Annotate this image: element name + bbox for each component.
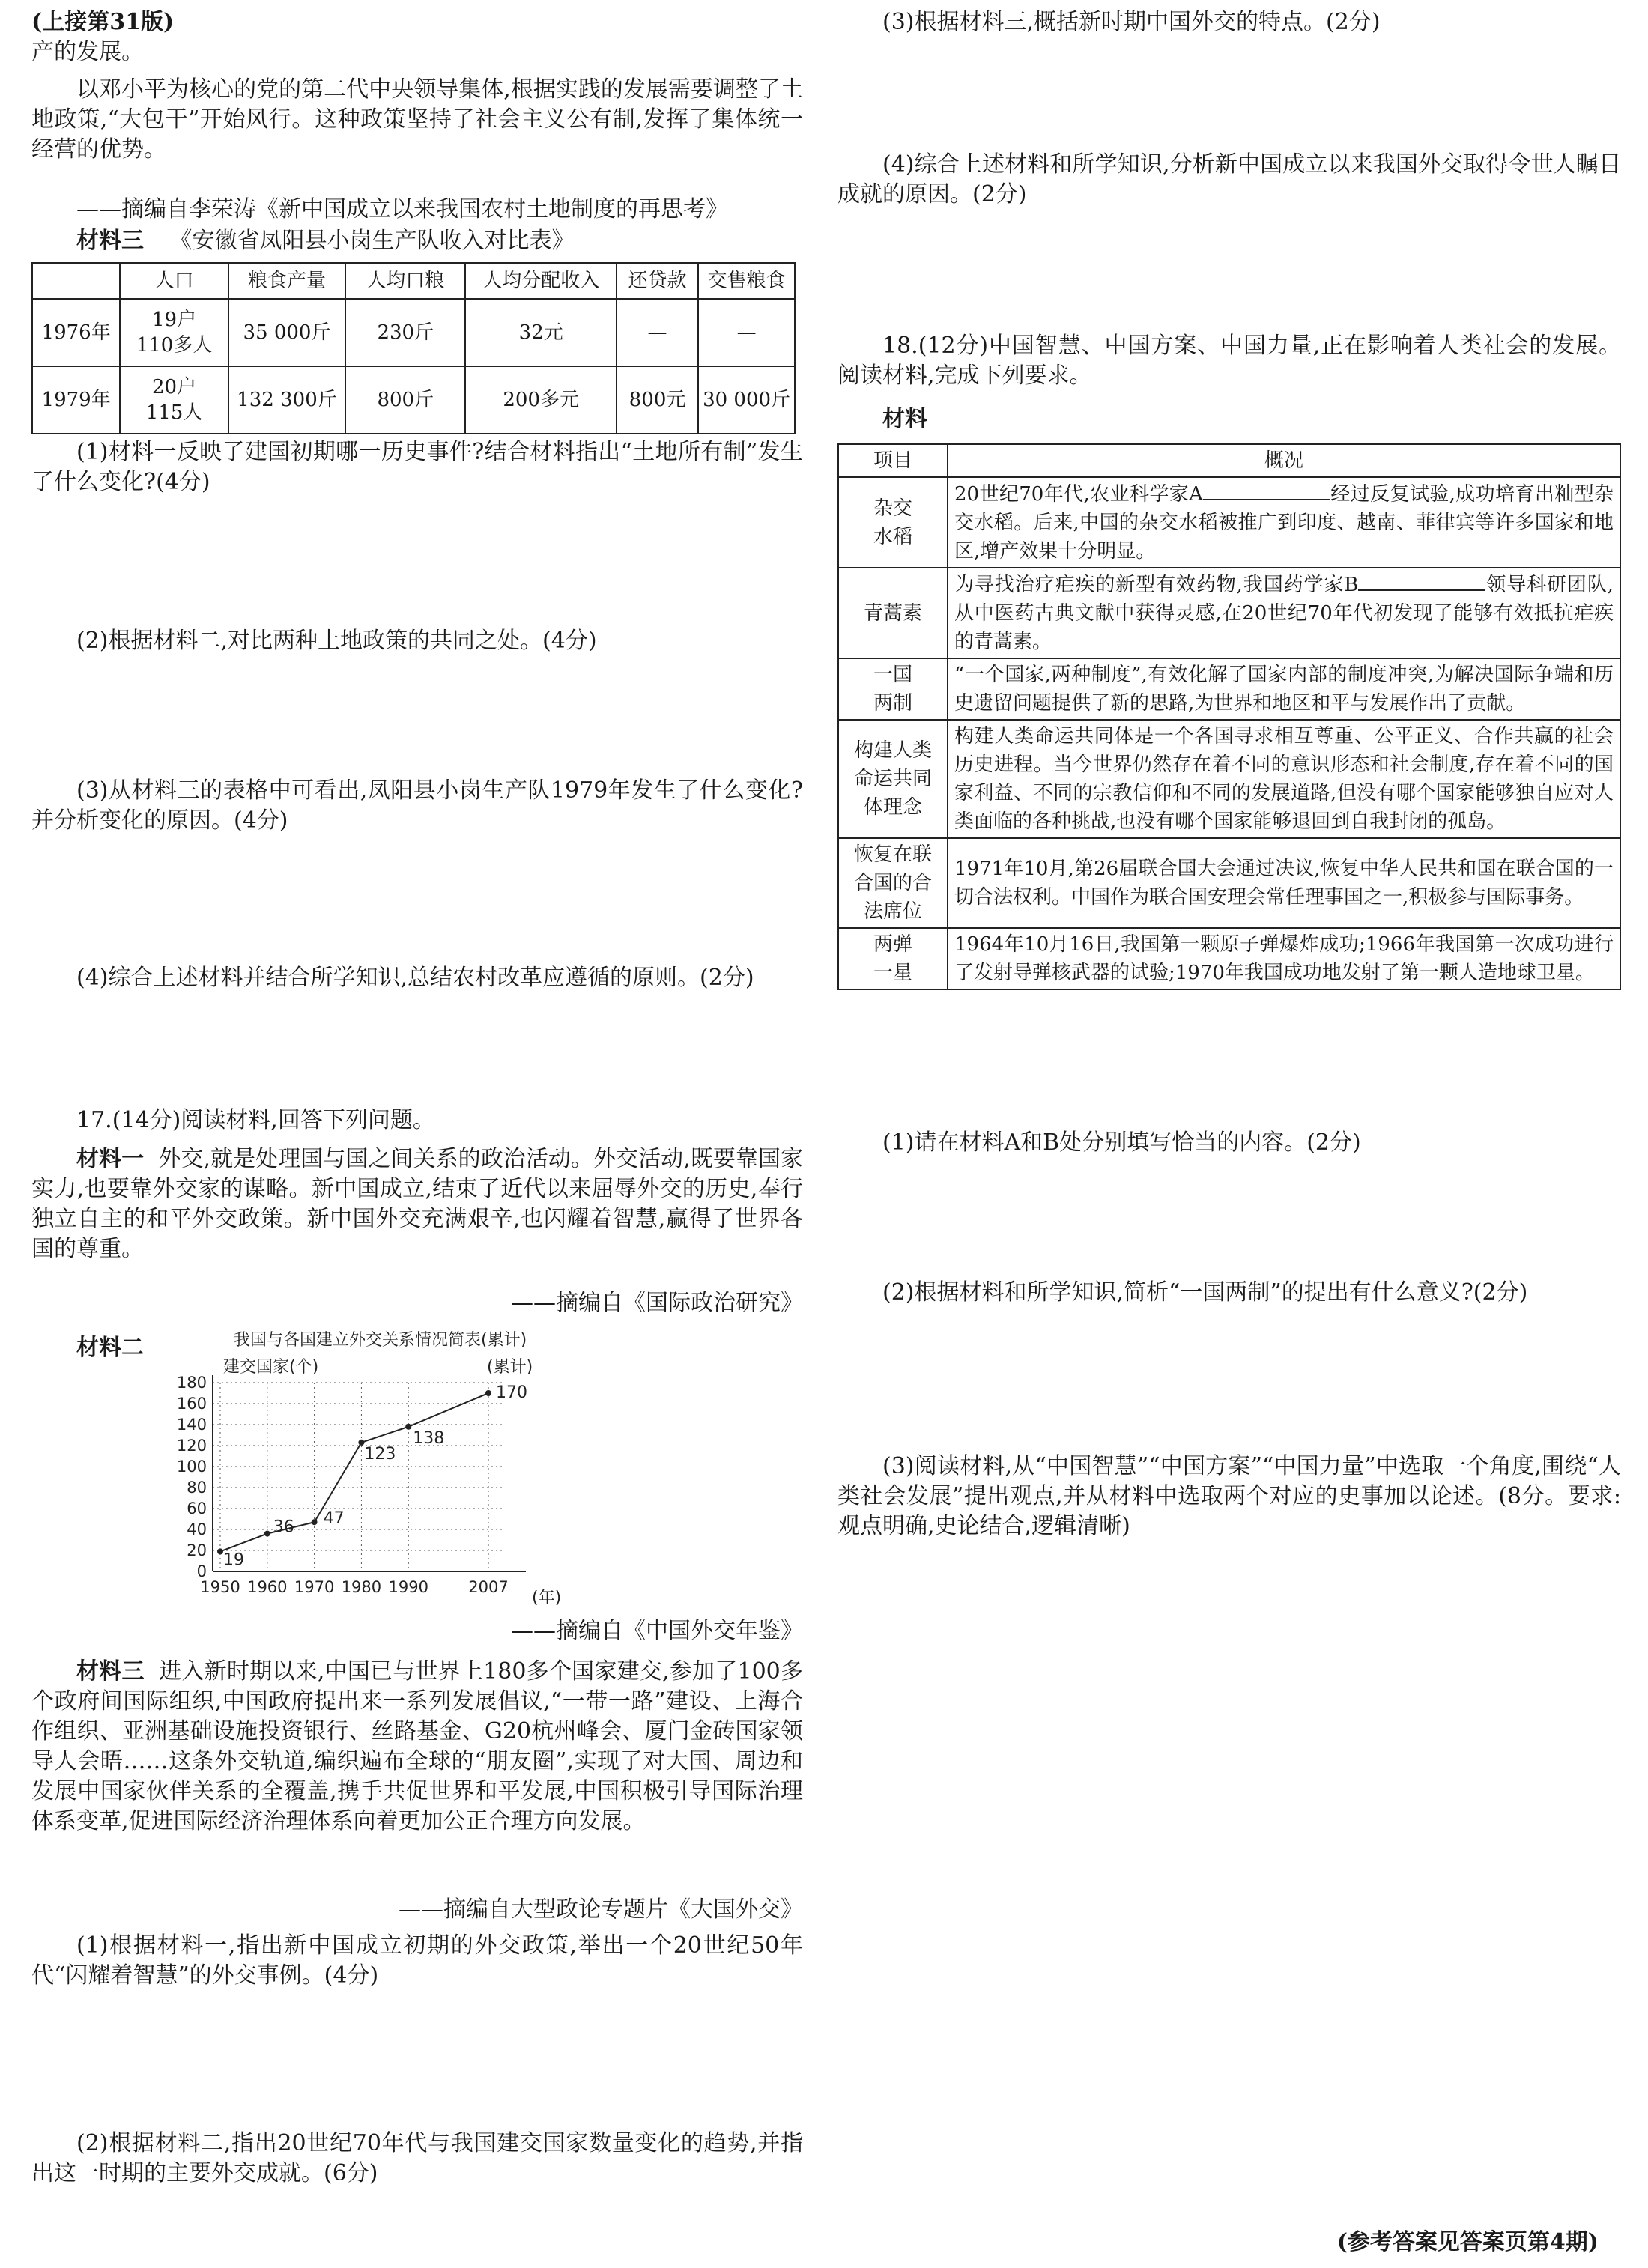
table-cell — [120, 366, 228, 434]
lead-text: 产的发展。 — [31, 39, 144, 65]
chart-axes — [213, 1375, 526, 1571]
question-17-head: 17.(14分)阅读材料,回答下列问题。 — [76, 1107, 435, 1133]
x-tick-label: 1960 — [247, 1578, 288, 1596]
item-line: 杂交 — [873, 497, 912, 520]
item-line: 构建人类 — [853, 739, 932, 762]
table-header-cell: 粮食产量 — [228, 263, 345, 299]
overview-text-a: 为寻找治疗疟疾的新型有效药物,我国药学家B — [954, 574, 1359, 596]
item-line: 一国 — [873, 664, 912, 686]
table-header-cell: 人均分配收入 — [465, 263, 617, 299]
question-18-head: 18.(12分)中国智慧、中国方案、中国力量,正在影响着人类社会的发展。阅读材料,完成下列要求。 — [837, 333, 1621, 389]
table-row — [838, 568, 1620, 658]
table-item-cell — [838, 477, 948, 568]
chart-point — [405, 1424, 411, 1430]
table-cell: — — [617, 299, 698, 366]
table-header-cell — [32, 263, 120, 299]
table-overview-cell: “一个国家,两种制度”,有效化解了国家内部的制度冲突,为解决国际争端和历史遗留问题提供了新的思路,为世界和地区和平与发展作出了贡献。 — [948, 658, 1620, 720]
table-cell: 35 000斤 — [228, 299, 345, 366]
table-row — [838, 477, 1620, 568]
q18-material-label: 材料 — [882, 406, 927, 432]
material-three-title — [76, 226, 574, 256]
q17-material-one-label: 材料一 — [76, 1146, 145, 1172]
table-cell: 200多元 — [465, 366, 617, 434]
table-overview-cell: 构建人类命运共同体是一个各国寻求相互尊重、公平正义、合作共赢的社会历史进程。当今世界仍然存在着不同的意识形态和社会制度,存在着不同的国家利益、不同的宗教信仰和不同的发展道路,但没有哪个国家能够独自应对人类面临的各种挑战,也没有哪个国家能够退回到自我封闭的孤岛。 — [948, 720, 1620, 838]
chart-title: 我国与各国建立外交关系情况简表(累计) — [234, 1331, 527, 1350]
chart-grid — [213, 1383, 503, 1571]
table-row — [838, 658, 1620, 720]
item-line: 合国的合 — [853, 872, 932, 894]
y-tick-label: 100 — [176, 1458, 207, 1476]
table-row — [838, 720, 1620, 838]
table-overview-cell — [948, 477, 1620, 568]
income-comparison-table — [31, 262, 796, 434]
y-tick-label: 60 — [187, 1500, 207, 1517]
table-cell: 32元 — [465, 299, 617, 366]
item-line: 命运共同 — [853, 768, 932, 790]
table-header-overview: 概况 — [948, 444, 1620, 477]
y-tick-label: 160 — [176, 1395, 207, 1413]
q17-material-three-source: ——摘编自大型政论专题片《大国外交》 — [399, 1896, 803, 1923]
item-line: 恢复在联 — [853, 843, 932, 866]
x-tick-label: 2007 — [468, 1578, 509, 1596]
y-tick-label: 20 — [187, 1541, 207, 1559]
footer-note: (参考答案见答案页第4期) — [1336, 2229, 1599, 2255]
data-label: 170 — [496, 1383, 527, 1402]
data-label: 123 — [364, 1444, 396, 1464]
item-line: 法席位 — [863, 900, 922, 923]
chart-point — [217, 1548, 223, 1554]
question-17-3: (3)根据材料三,概括新时期中国外交的特点。(2分) — [882, 9, 1381, 35]
chart-points — [217, 1383, 527, 1569]
q17-material-three — [31, 1657, 803, 1837]
table-item-cell — [838, 568, 948, 658]
data-label: 19 — [223, 1550, 244, 1570]
material-three-table-title: 《安徽省凤阳县小岗生产队收入对比表》 — [169, 228, 575, 254]
material-three-label: 材料三 — [76, 228, 144, 254]
table-header-item: 项目 — [838, 444, 948, 477]
item-line: 两制 — [873, 692, 912, 715]
item-line: 两弹 — [873, 933, 912, 956]
chart-series-line — [220, 1393, 488, 1551]
people: 110多人 — [136, 334, 213, 357]
x-tick-label: 1990 — [388, 1578, 428, 1596]
chinese-wisdom-table — [837, 443, 1621, 990]
table-overview-cell: 1971年10月,第26届联合国大会通过决议,恢复中华人民共和国在联合国的一切合法权利。中国作为联合国安理会常任理事国之一,积极参与国际事务。 — [948, 838, 1620, 928]
table-header-cell: 人口 — [120, 263, 228, 299]
blank-a[interactable] — [1203, 479, 1330, 500]
question-18-2: (2)根据材料和所学知识,简析“一国两制”的提出有什么意义?(2分) — [882, 1279, 1528, 1306]
q17-material-three-text: 进入新时期以来,中国已与世界上180多个国家建交,参加了100多个政府间国际组织,中国政府提出来一系列发展倡议,“一带一路”建设、上海合作组织、亚洲基础设施投资银行、丝路基金、G20杭州峰会、厦门金砖国家领导人会晤……这条外交轨道,编织遍布全球的“朋友圈”,实现了对大国、周边和发展中国家伙伴关系的全覆盖,携手共促世界和平发展,中国积极引导国际治理体系变革,促进国际经济治理体系向着更加公正合理方向发展。 — [31, 1658, 803, 1834]
table-cell: 132 300斤 — [228, 366, 345, 434]
y-tick-label: 80 — [187, 1479, 207, 1497]
q17-material-one — [31, 1144, 803, 1264]
overview-text-b: 领导科研团队,从中医药古典文献中获得灵感,在20世纪70年代初发现了能够有效抵抗疟疾的青蒿素。 — [954, 574, 1614, 653]
table-header-cell: 还贷款 — [617, 263, 698, 299]
item-line: 一星 — [873, 962, 912, 984]
item-line: 水稻 — [873, 525, 912, 548]
table-overview-cell — [948, 568, 1620, 658]
table-overview-cell: 1964年10月16日,我国第一颗原子弹爆炸成功;1966年我国第一次成功进行了发射导弹核武器的试验;1970年我国成功地发射了第一颗人造地球卫星。 — [948, 928, 1620, 989]
chart-annotation: (累计) — [487, 1358, 533, 1377]
table-cell: 30 000斤 — [698, 366, 795, 434]
data-label: 36 — [273, 1517, 294, 1537]
table-cell: 1976年 — [32, 299, 120, 366]
table-row — [32, 299, 795, 366]
item-line: 青蒿素 — [863, 601, 922, 625]
table-item-cell — [838, 928, 948, 989]
chart-point — [264, 1531, 270, 1537]
question-17-2: (2)根据材料二,指出20世纪70年代与我国建交国家数量变化的趋势,并指出这一时期的主要外交成就。(6分) — [31, 2130, 803, 2186]
overview-text-a: 20世纪70年代,农业科学家A — [954, 483, 1203, 506]
table-item-cell — [838, 838, 948, 928]
q17-material-one-source: ——摘编自《国际政治研究》 — [511, 1290, 803, 1316]
chart-xlabel: (年) — [532, 1589, 562, 1607]
y-tick-label: 40 — [187, 1520, 207, 1538]
table-header-cell: 人均口粮 — [345, 263, 465, 299]
question-18-1: (1)请在材料A和B处分别填写恰当的内容。(2分) — [882, 1130, 1361, 1156]
table-cell: — — [698, 299, 795, 366]
blank-b[interactable] — [1358, 570, 1485, 591]
q17-material-two-source: ——摘编自《中国外交年鉴》 — [511, 1618, 803, 1644]
continue-tag: (上接第31版) — [31, 9, 175, 35]
question-16-4: (4)综合上述材料并结合所学知识,总结农村改革应遵循的原则。(2分) — [76, 965, 754, 991]
x-tick-label: 1950 — [200, 1578, 240, 1596]
households: 20户 — [152, 376, 197, 398]
data-label: 138 — [413, 1428, 445, 1448]
q17-material-two-label: 材料二 — [76, 1335, 144, 1361]
table-item-cell — [838, 720, 948, 838]
table-item-cell — [838, 658, 948, 720]
overview-text-b: 经过反复试验,成功培育出籼型杂交水稻。后来,中国的杂交水稻被推广到印度、越南、菲律宾等许多国家和地区,增产效果十分明显。 — [954, 483, 1614, 563]
item-line: 体理念 — [863, 796, 922, 819]
y-tick-label: 180 — [176, 1374, 207, 1392]
question-17-4: (4)综合上述材料和所学知识,分析新中国成立以来我国外交取得令世人瞩目成就的原因。(2分) — [837, 151, 1621, 207]
table-cell: 1979年 — [32, 366, 120, 434]
material-two-text: 以邓小平为核心的党的第二代中央领导集体,根据实践的发展需要调整了土地政策,“大包干”开始风行。这种政策坚持了社会主义公有制,发挥了集体统一经营的优势。 — [31, 76, 803, 163]
table-cell: 800元 — [617, 366, 698, 434]
q17-material-three-label: 材料三 — [76, 1658, 145, 1685]
chart-y-ticks — [177, 1374, 207, 1580]
diplomatic-relations-chart — [174, 1324, 593, 1609]
question-17-1: (1)根据材料一,指出新中国成立初期的外交政策,举出一个20世纪50年代“闪耀着智慧”的外交事例。(4分) — [31, 1932, 803, 1989]
table-header-row — [838, 444, 1620, 477]
chart-point — [358, 1440, 364, 1446]
table-cell — [120, 299, 228, 366]
chart-ylabel: 建交国家(个) — [223, 1358, 319, 1377]
x-tick-label: 1980 — [341, 1578, 382, 1596]
question-16-2: (2)根据材料二,对比两种土地政策的共同之处。(4分) — [76, 628, 597, 654]
table-row — [838, 928, 1620, 989]
chart-point — [485, 1390, 491, 1396]
y-tick-label: 0 — [196, 1562, 207, 1580]
table-row — [838, 838, 1620, 928]
material-two-source: ——摘编自李荣涛《新中国成立以来我国农村土地制度的再思考》 — [76, 196, 728, 222]
y-tick-label: 140 — [176, 1416, 207, 1434]
chart-x-ticks — [200, 1578, 508, 1596]
data-label: 47 — [323, 1509, 345, 1529]
question-16-1: (1)材料一反映了建国初期哪一历史事件?结合材料指出“土地所有制”发生了什么变化?(4分) — [31, 439, 803, 495]
chart-point — [312, 1519, 318, 1525]
table-row — [32, 366, 795, 434]
table-cell: 800斤 — [345, 366, 465, 434]
table-header-row — [32, 263, 795, 299]
table-cell: 230斤 — [345, 299, 465, 366]
table-header-cell: 交售粮食 — [698, 263, 795, 299]
people: 115人 — [145, 401, 203, 424]
question-18-3: (3)阅读材料,从“中国智慧”“中国方案”“中国力量”中选取一个角度,围绕“人类社会发展”提出观点,并从材料中选取两个对应的史事加以论述。(8分。要求:观点明确,史论结合,逻辑清晰) — [837, 1453, 1621, 1539]
q17-material-one-text: 外交,就是处理国与国之间关系的政治活动。外交活动,既要靠国家实力,也要靠外交家的谋略。新中国成立,结束了近代以来屈辱外交的历史,奉行独立自主的和平外交政策。新中国外交充满艰辛,也闪耀着智慧,赢得了世界各国的尊重。 — [31, 1146, 804, 1262]
question-16-3: (3)从材料三的表格中可看出,凤阳县小岗生产队1979年发生了什么变化?并分析变化的原因。(4分) — [31, 777, 803, 834]
y-tick-label: 120 — [176, 1437, 207, 1455]
households: 19户 — [152, 309, 197, 331]
x-tick-label: 1970 — [294, 1578, 335, 1596]
